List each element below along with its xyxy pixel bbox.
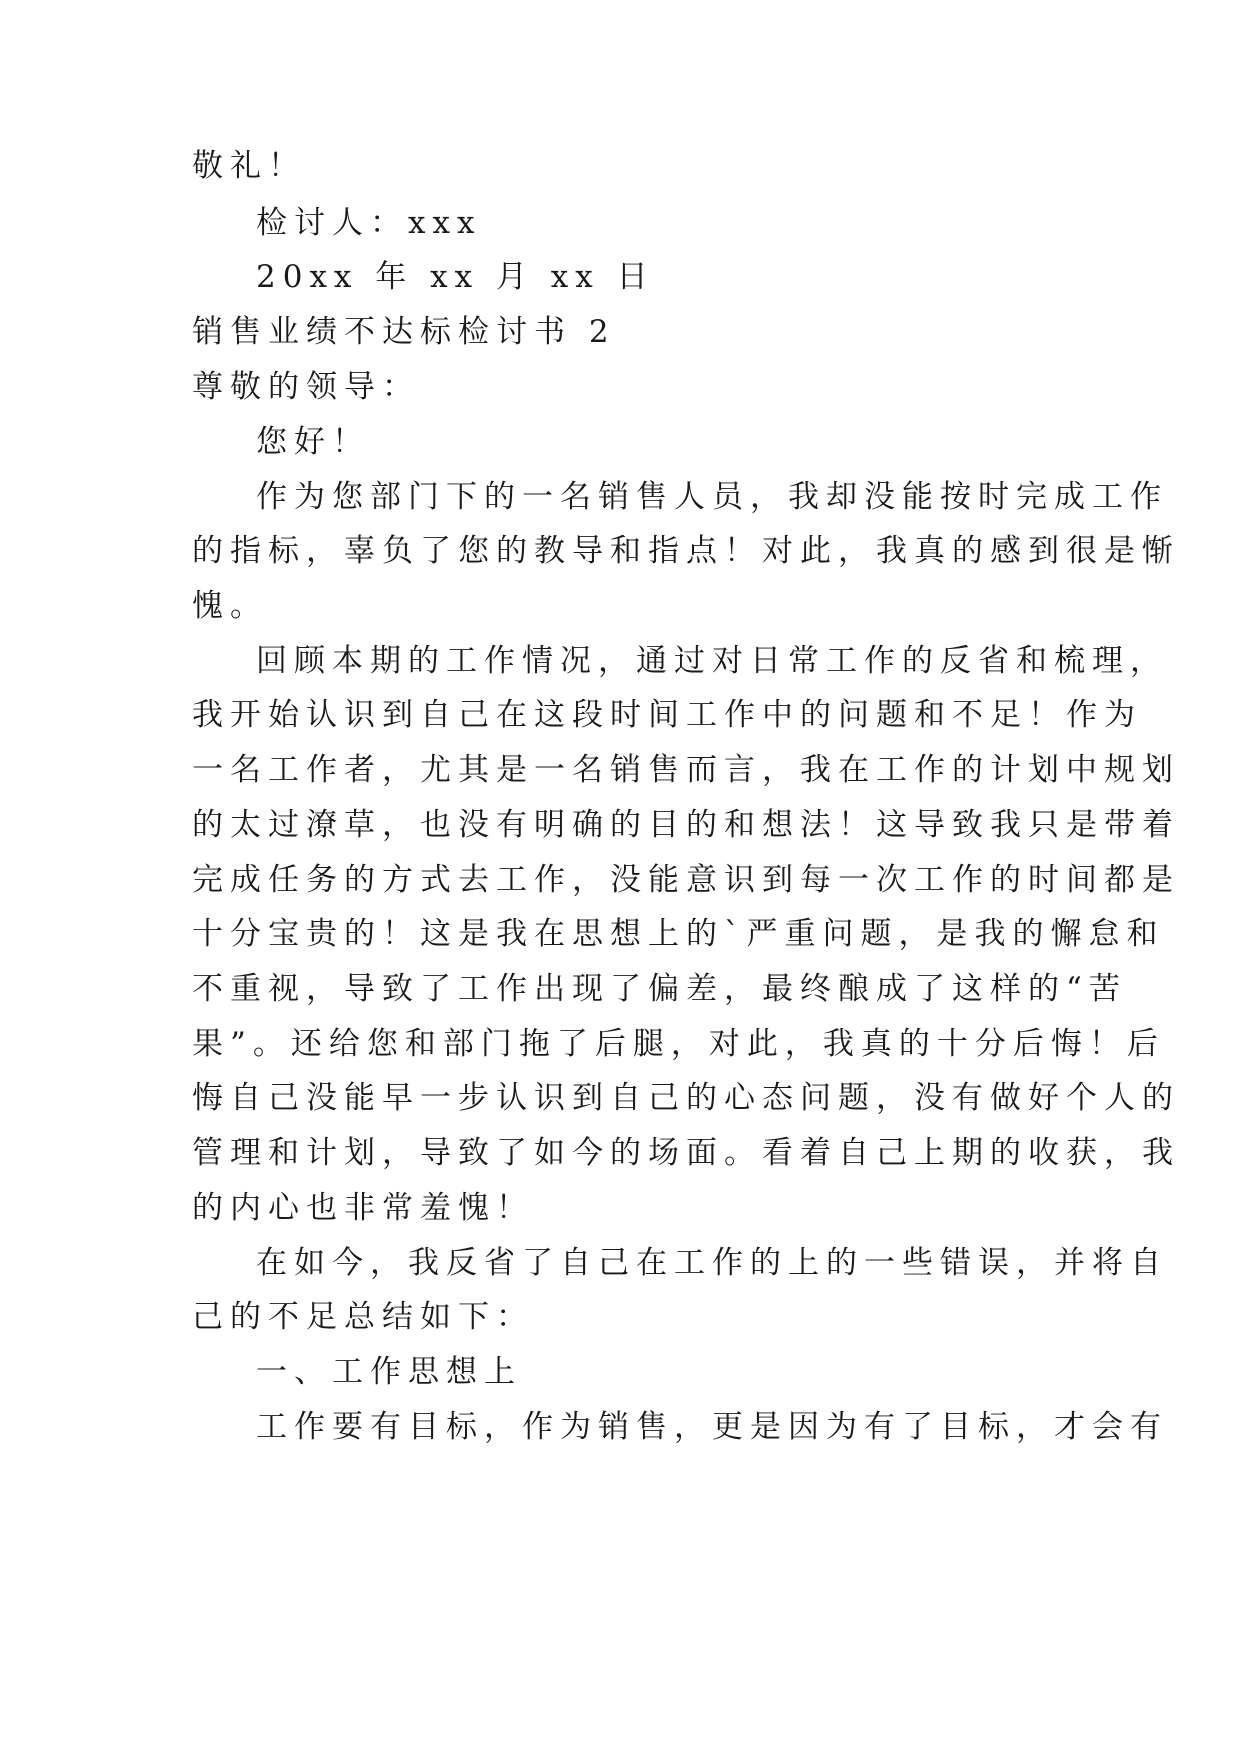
paragraph-line: 的太过潦草，也没有明确的目的和想法！这导致我只是带着	[192, 807, 1180, 843]
paragraph-line: 的内心也非常羞愧！	[192, 1190, 534, 1226]
paragraph-line: 己的不足总结如下：	[192, 1299, 534, 1335]
paragraph-line: 回顾本期的工作情况，通过对日常工作的反省和梳理，	[256, 643, 1168, 679]
paragraph-line: 一名工作者，尤其是一名销售而言，我在工作的计划中规划	[192, 752, 1180, 788]
paragraph-line: 悔自己没能早一步认识到自己的心态问题，没有做好个人的	[192, 1080, 1180, 1116]
paragraph-line: 我开始认识到自己在这段时间工作中的问题和不足！作为	[192, 697, 1142, 733]
paragraph-line: 工作要有目标，作为销售，更是因为有了目标，才会有	[256, 1409, 1168, 1445]
paragraph-line: 作为您部门下的一名销售人员，我却没能按时完成工作	[256, 479, 1168, 515]
signature-line: 检讨人：xxx	[256, 205, 482, 241]
paragraph-line: 不重视，导致了工作出现了偏差，最终酿成了这样的“苦	[192, 971, 1127, 1007]
date-line: 20xx 年 xx 月 xx 日	[256, 259, 655, 295]
paragraph-line: 完成任务的方式去工作，没能意识到每一次工作的时间都是	[192, 862, 1180, 898]
paragraph-line: 在如今，我反省了自己在工作的上的一些错误，并将自	[256, 1245, 1168, 1281]
greeting: 您好！	[256, 424, 370, 460]
paragraph-line: 管理和计划，导致了如今的场面。看着自己上期的收获，我	[192, 1135, 1180, 1171]
paragraph-line: 愧。	[192, 588, 268, 624]
addressee: 尊敬的领导：	[192, 369, 420, 405]
paragraph-line: 的指标，辜负了您的教导和指点！对此，我真的感到很是惭	[192, 533, 1180, 569]
section-title: 销售业绩不达标检讨书 2	[192, 314, 616, 350]
subsection-heading: 一、工作思想上	[256, 1354, 522, 1390]
paragraph-line: 果”。还给您和部门拖了后腿，对此，我真的十分后悔！后	[192, 1026, 1165, 1062]
paragraph-line: 十分宝贵的！这是我在思想上的`严重问题，是我的懈怠和	[192, 916, 1165, 952]
closing-salutation: 敬礼！	[192, 148, 306, 184]
